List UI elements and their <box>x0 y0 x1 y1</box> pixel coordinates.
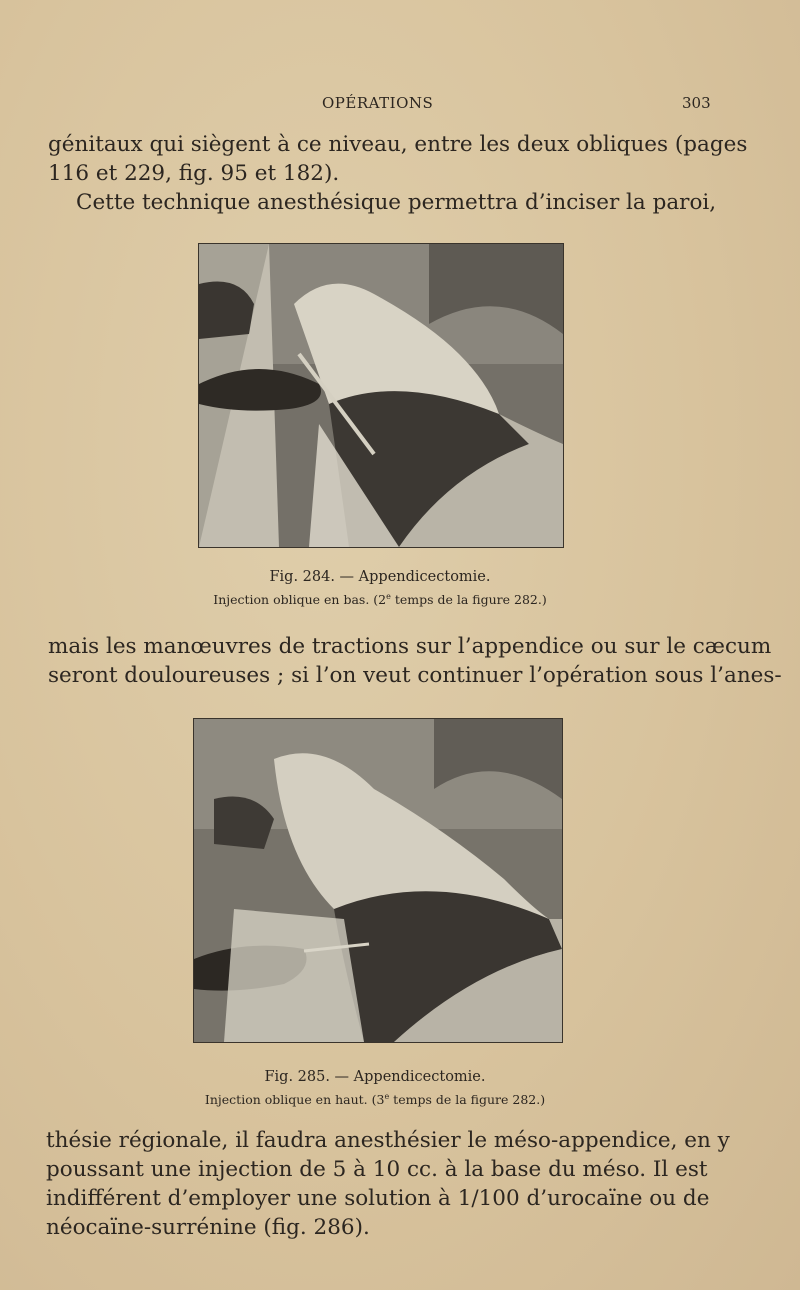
text-line: seront douloureuses ; si l’on veut continuer l’opération sous l’anes- <box>48 663 782 688</box>
text-line: indifférent d’employer une solution à 1/100 d’urocaïne ou de <box>46 1186 710 1211</box>
paragraph-3 <box>46 1126 730 1242</box>
text-line: thésie régionale, il faudra anesthésier le méso-appendice, en y <box>46 1128 730 1153</box>
text-line: Cette technique anesthésique permettra d’inciser la paroi, <box>76 190 717 215</box>
figure-284-illustration <box>199 244 563 547</box>
running-title: OPÉRATIONS <box>322 94 434 112</box>
caption-subtitle: Injection oblique en bas. (2e temps de la figure 282.) <box>213 592 547 608</box>
text-line: génitaux qui siègent à ce niveau, entre les deux obliques (pages <box>48 132 748 157</box>
figure-285-photo <box>193 718 563 1043</box>
figure-284-photo <box>198 243 564 548</box>
text-line: poussant une injection de 5 à 10 cc. à la base du méso. Il est <box>46 1157 708 1182</box>
running-head <box>0 94 800 118</box>
figure-284-caption <box>140 567 620 609</box>
caption-title: Fig. 284. — Appendicectomie. <box>269 569 491 585</box>
paragraph-1 <box>48 130 748 217</box>
figure-285-caption <box>135 1067 615 1109</box>
caption-subtitle: Injection oblique en haut. (3e temps de la figure 282.) <box>204 1092 546 1108</box>
page-number: 303 <box>682 94 711 112</box>
text-line: néocaïne-surrénine (fig. 286). <box>46 1215 370 1240</box>
text-line: mais les manœuvres de tractions sur l’appendice ou sur le cæcum <box>48 634 772 659</box>
text-line: 116 et 229, fig. 95 et 182). <box>48 161 340 186</box>
paragraph-2 <box>48 632 782 690</box>
figure-285-illustration <box>194 719 562 1042</box>
caption-title: Fig. 285. — Appendicectomie. <box>264 1069 486 1085</box>
